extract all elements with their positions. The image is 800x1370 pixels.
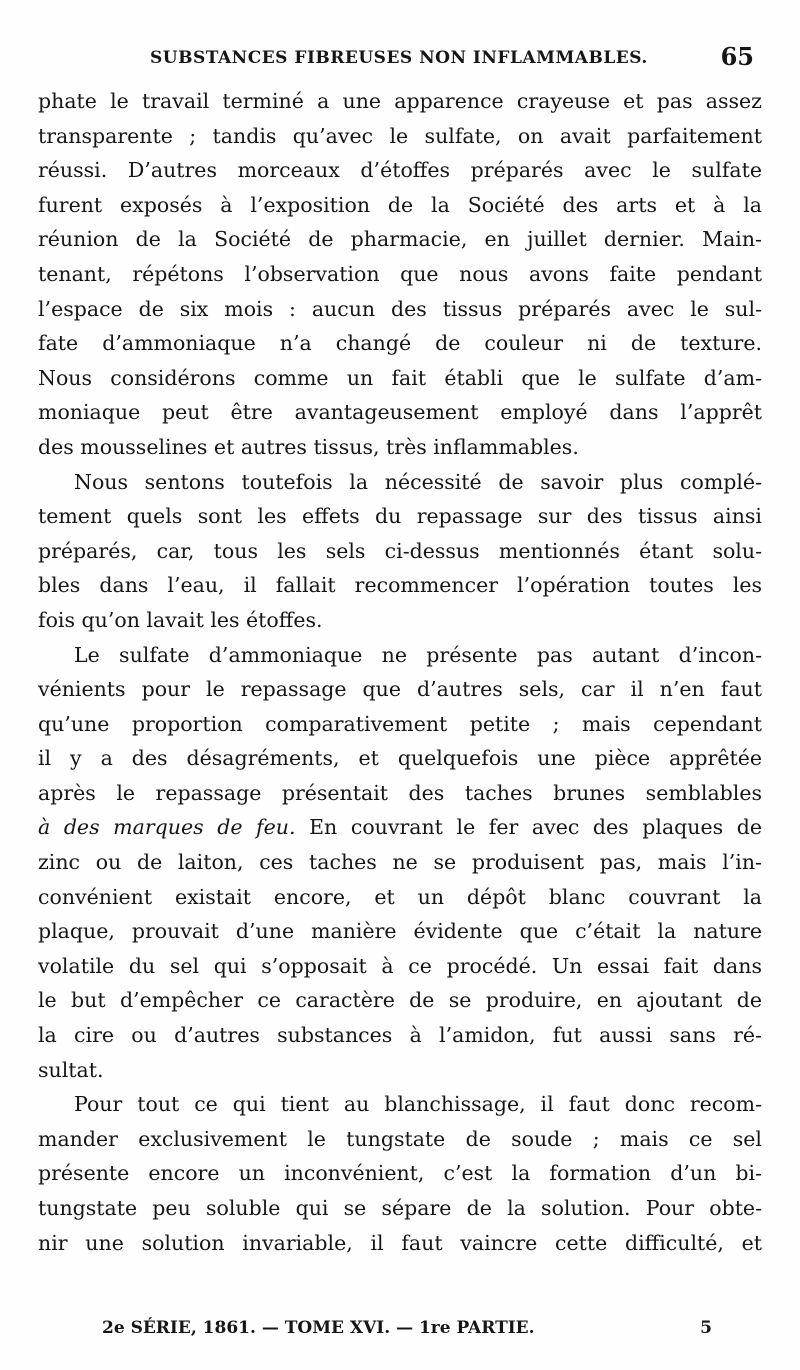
text-line: après le repassage présentait des taches brunes semblables: [38, 780, 762, 805]
series-line: 2e SÉRIE, 1861. — TOME XVI. — 1re PARTIE.: [102, 1318, 535, 1338]
text-line: l’espace de six mois : aucun des tissus préparés avec le sul-: [38, 296, 762, 321]
signature-mark: 5: [700, 1318, 712, 1338]
paragraph-end-line: fois qu’on lavait les étoffes.: [38, 607, 323, 632]
text-line: qu’une proportion comparativement petite ; mais cependant: [38, 711, 762, 736]
text-line-with-italic: [38, 810, 762, 845]
body-text: [38, 84, 762, 1260]
text-line: Nous considérons comme un fait établi que le sulfate d’am-: [38, 365, 762, 390]
paragraph-start-line: Pour tout ce qui tient au blanchissage, il faut donc recom-: [74, 1092, 762, 1117]
text-line: il y a des désagréments, et quelquefois une pièce apprêtée: [38, 746, 762, 771]
text-line: vénients pour le repassage que d’autres sels, car il n’en faut: [38, 677, 762, 702]
text-line: la cire ou d’autres substances à l’amidon, fut aussi sans ré-: [38, 1023, 762, 1048]
paragraph-start-line: Nous sentons toutefois la nécessité de savoir plus complé-: [74, 469, 762, 494]
text-line-rest: En couvrant le fer avec des plaques de: [295, 815, 762, 840]
text-line: volatile du sel qui s’opposait à ce procédé. Un essai fait dans: [38, 953, 762, 978]
text-line: réussi. D’autres morceaux d’étoffes préparés avec le sulfate: [38, 158, 762, 183]
text-line: tenant, répétons l’observation que nous avons faite pendant: [38, 261, 762, 286]
text-line: tungstate peu soluble qui se sépare de la solution. Pour obte-: [38, 1196, 762, 1220]
text-line: préparés, car, tous les sels ci-dessus mentionnés étant solu-: [38, 538, 762, 563]
page-number: 65: [720, 42, 754, 71]
running-head: [38, 42, 762, 76]
text-line: présente encore un inconvénient, c’est la formation d’un bi-: [38, 1161, 762, 1186]
text-line: fate d’ammoniaque n’a changé de couleur ni de texture.: [38, 331, 762, 356]
text-line: convénient existait encore, et un dépôt blanc couvrant la: [38, 884, 762, 909]
text-line: zinc ou de laiton, ces taches ne se produisent pas, mais l’in-: [38, 850, 762, 875]
paragraph-end-line: des mousselines et autres tissus, très inflammables.: [38, 434, 579, 459]
text-line: moniaque peut être avantageusement employé dans l’apprêt: [38, 400, 762, 425]
text-line: réunion de la Société de pharmacie, en juillet dernier. Main-: [38, 227, 762, 252]
running-title: SUBSTANCES FIBREUSES NON INFLAMMABLES.: [150, 48, 648, 68]
paragraph-end-line: sultat.: [38, 1057, 104, 1082]
text-line: tement quels sont les effets du repassage sur des tissus ainsi: [38, 504, 762, 529]
text-line: transparente ; tandis qu’avec le sulfate, on avait parfaitement: [38, 123, 762, 148]
text-line: le but d’empêcher ce caractère de se produire, en ajoutant de: [38, 988, 762, 1013]
text-line: mander exclusivement le tungstate de soude ; mais ce sel: [38, 1126, 762, 1151]
text-line: bles dans l’eau, il fallait recommencer l’opération toutes les: [38, 573, 762, 598]
italic-phrase: à des marques de feu.: [38, 815, 296, 840]
text-line: furent exposés à l’exposition de la Société des arts et à la: [38, 192, 762, 217]
text-line: phate le travail terminé a une apparence crayeuse et pas assez: [38, 89, 762, 113]
page-footer: [38, 1318, 762, 1348]
text-line: nir une solution invariable, il faut vaincre cette difficulté, et: [38, 1230, 762, 1255]
text-line: plaque, prouvait d’une manière évidente que c’était la nature: [38, 919, 762, 944]
paragraph-start-line: Le sulfate d’ammoniaque ne présente pas autant d’incon-: [74, 642, 762, 667]
